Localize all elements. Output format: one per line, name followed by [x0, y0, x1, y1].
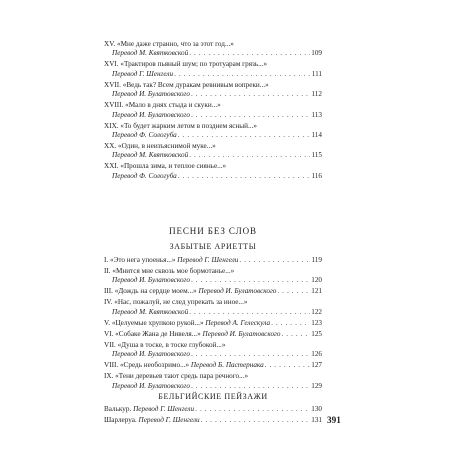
toc-line	[104, 319, 322, 328]
page-ref: 122	[311, 307, 322, 316]
toc-line	[104, 256, 322, 265]
toc-entry	[104, 60, 322, 79]
poem-title: XX. «Один, в неизъяснимой муке...»	[104, 142, 216, 151]
leader-dots	[191, 90, 311, 99]
leader-dots	[239, 256, 310, 265]
toc-entry	[104, 81, 322, 100]
toc-entry	[104, 330, 322, 339]
toc-line	[104, 49, 322, 58]
leader-dots	[189, 49, 310, 58]
poem-title: XV. «Мне даже странно, что за этот год...»	[104, 40, 234, 48]
page-ref: 120	[311, 276, 322, 285]
page-ref: 114	[311, 131, 322, 140]
poem-title: XVI. «Трактиров пьяный шум; по тротуарам грязь...»	[104, 60, 268, 69]
poem-title: IV. «Нас, пожалуй, не след упрекать за иное...»	[104, 298, 248, 307]
toc-line-text	[104, 319, 270, 328]
toc-line-text	[104, 361, 264, 370]
poem-title: XVII. «Ведь так? Всем дуракам ревнивым вопреки...»	[104, 80, 269, 89]
translator: Перевод Г. Шенгели	[112, 69, 174, 78]
toc-line-text	[104, 330, 280, 339]
page-ref: 123	[311, 318, 322, 327]
toc-entry	[104, 341, 322, 360]
translator: Перевод Г. Шенгели	[133, 405, 195, 413]
translator: Перевод М. Квятковской	[112, 151, 189, 160]
leader-dots	[191, 382, 310, 391]
toc-entry	[104, 40, 322, 59]
poem-title: IX. «Тени деревьев тают средь пара речного...»	[104, 372, 249, 381]
poem-title: Валькур.	[104, 405, 132, 413]
translator: Перевод Ф. Сологуба	[112, 171, 177, 180]
page-ref: 125	[311, 329, 322, 338]
toc-line	[104, 276, 322, 285]
toc-entry	[104, 361, 322, 370]
page-ref: 115	[311, 151, 322, 160]
subsection-title-belgian: БЕЛЬГИЙСКИЕ ПЕЙЗАЖИ	[158, 392, 268, 401]
toc-line	[104, 330, 322, 339]
toc-entry	[104, 122, 322, 141]
leader-dots	[265, 361, 311, 370]
toc-line	[104, 416, 322, 425]
toc-entry	[104, 416, 322, 425]
translator: Перевод М. Квятковской	[112, 49, 189, 58]
page-ref: 130	[311, 405, 322, 413]
toc-line-text	[104, 416, 200, 425]
toc-entry	[104, 319, 322, 328]
leader-dots	[189, 308, 310, 317]
toc-entry	[104, 267, 322, 286]
leader-dots	[191, 276, 310, 285]
page-ref: 116	[311, 171, 322, 180]
translator: Перевод Б. Пастернака	[190, 361, 264, 370]
page-ref: 111	[311, 69, 322, 78]
translator: Перевод Ф. Сологуба	[112, 131, 177, 140]
translator: Перевод И. Булатовского	[112, 110, 190, 119]
poem-title: VIII. «Средь необозримо...»	[104, 361, 190, 370]
toc-entry	[104, 405, 322, 414]
translator: Перевод И. Булатовского	[112, 350, 190, 359]
toc-list-ariettes	[104, 256, 322, 393]
page-ref: 126	[311, 350, 322, 359]
toc-line	[104, 382, 322, 391]
toc-line	[104, 151, 322, 160]
page-ref: 109	[311, 49, 322, 58]
leader-dots	[277, 287, 310, 296]
section-title: ПЕСНИ БЕЗ СЛОВ	[169, 226, 257, 236]
leader-dots	[281, 330, 310, 339]
toc-list-continued	[104, 40, 322, 183]
page-ref: 127	[311, 361, 322, 370]
leader-dots	[271, 319, 310, 328]
toc-entry	[104, 142, 322, 161]
toc-line	[104, 111, 322, 120]
poem-title: XXI. «Прошла зима, и теплое сиянье...»	[104, 162, 227, 171]
poem-title: II. «Мнится мне сквозь мое бормотанье...»	[104, 267, 235, 275]
translator: Перевод Г. Шенгели	[177, 256, 239, 264]
page-ref: 121	[311, 287, 322, 296]
poem-title: VII. «Душа в тоске, в тоске глубокой...»	[104, 340, 226, 349]
leader-dots	[174, 70, 311, 79]
leader-dots	[195, 405, 310, 414]
translator: Перевод И. Булатовского	[202, 329, 281, 338]
toc-line-text	[104, 287, 276, 296]
toc-list-belgian	[104, 405, 322, 427]
subsection-title-ariettes: ЗАБЫТЫЕ АРИЕТТЫ	[169, 242, 257, 251]
page-ref: 119	[311, 256, 322, 264]
toc-entry	[104, 256, 322, 265]
translator: Перевод И. Булатовского	[198, 287, 277, 296]
toc-line	[104, 90, 322, 99]
toc-line	[104, 172, 322, 181]
poem-title: VI. «Собаке Жана де Нивеля...»	[104, 329, 201, 338]
toc-line	[104, 308, 322, 317]
page-ref: 129	[311, 381, 322, 390]
toc-line	[104, 287, 322, 296]
leader-dots	[189, 151, 310, 160]
toc-line-text	[104, 405, 194, 414]
leader-dots	[191, 350, 310, 359]
translator: Перевод И. Булатовского	[112, 381, 190, 390]
translator: Перевод И. Булатовского	[112, 90, 190, 99]
translator: Перевод М. Квятковской	[112, 307, 189, 316]
translator: Перевод А. Гелескула	[205, 318, 271, 327]
poem-title: XIX. «То будет жарким летом в позднем ясный...»	[104, 121, 257, 130]
poem-title: XVIII. «Мало в днях стыда и скуки...»	[104, 101, 221, 110]
translator: Перевод И. Булатовского	[112, 276, 190, 285]
page-ref: 113	[311, 110, 322, 119]
toc-entry	[104, 298, 322, 317]
leader-dots	[201, 416, 311, 425]
leader-dots	[191, 111, 311, 120]
leader-dots	[178, 172, 311, 181]
toc-entry	[104, 162, 322, 181]
toc-line	[104, 131, 322, 140]
poem-title: I. «Это нега упоенья...»	[104, 256, 176, 264]
page-ref: 112	[311, 90, 322, 99]
toc-entry	[104, 372, 322, 391]
translator: Перевод Г. Шенгели	[138, 416, 200, 424]
toc-entry	[104, 287, 322, 296]
page-ref: 131	[311, 416, 322, 424]
poem-title: Шарлеруа.	[104, 416, 137, 424]
toc-line	[104, 361, 322, 370]
toc-line	[104, 405, 322, 414]
poem-title: III. «Дождь на сердце моем...»	[104, 287, 197, 296]
poem-title: V. «Целуемые хрупкою рукой...»	[104, 318, 204, 327]
page-number: 391	[327, 415, 341, 425]
toc-line-text	[104, 256, 238, 265]
toc-line	[104, 70, 322, 79]
toc-line	[104, 350, 322, 359]
leader-dots	[178, 131, 311, 140]
toc-entry	[104, 101, 322, 120]
